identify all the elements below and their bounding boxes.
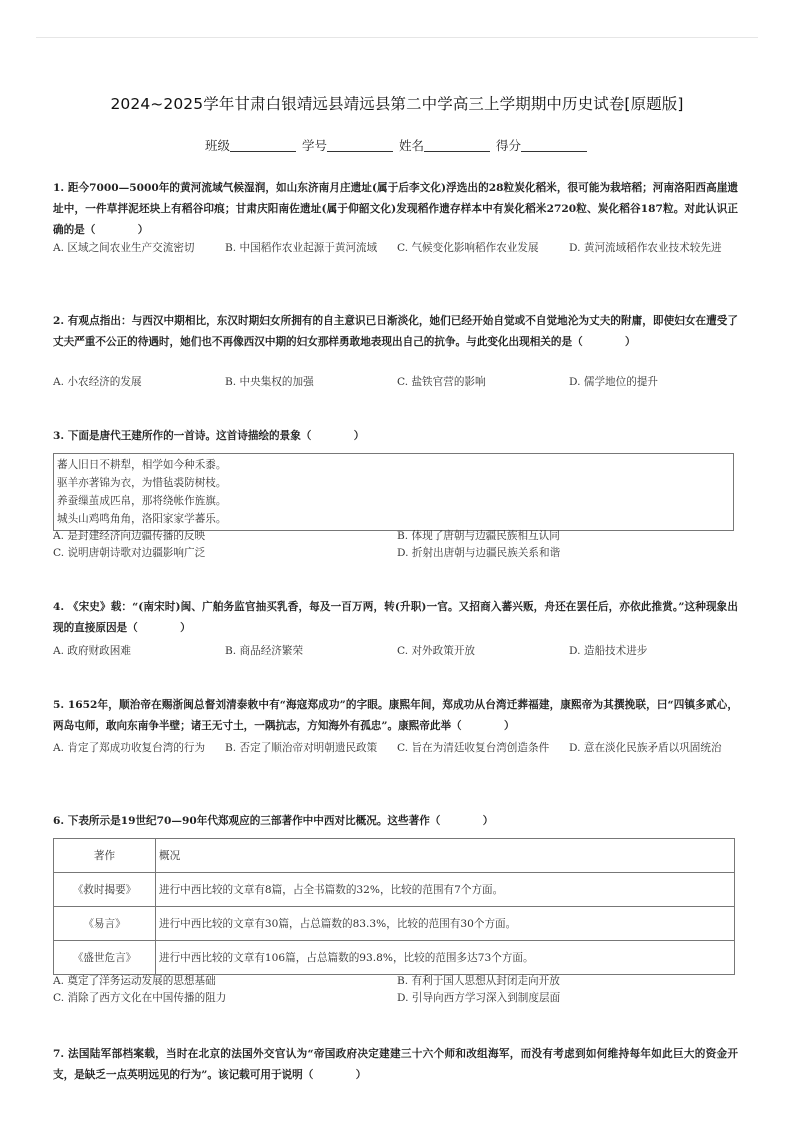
- poem-line: 养蚕缫茧成匹帛，那将绕帐作旌旗。: [57, 495, 227, 507]
- option-b[interactable]: B. 商品经济繁荣: [225, 645, 304, 657]
- question-5-stem: 5. 1652年，顺治帝在赐浙闽总督刘清泰敕中有“海寇郑成功”的字眼。康熙年间，郑成功从台湾迁葬福建，康熙帝为其撰挽联，曰“四镇多贰心，两岛屯师，敢向东南争半壁；诸王无寸土，一隅抗志，方知海外有孤忠”。康熙帝此举（ ）: [53, 699, 738, 732]
- comparison-table: [53, 838, 735, 975]
- question-4-stem: 4. 《宋史》载：“(南宋时)闽、广舶务监官抽买乳香，每及一百万两，转(升职)一官。又招商入蕃兴贩，舟还在罢任后，亦依此推赏。”这种现象出现的直接原因是（ ）: [53, 601, 738, 634]
- option-c[interactable]: C. 旨在为清廷收复台湾创造条件: [397, 742, 550, 754]
- poem-line: 驱羊亦著锦为衣，为惜毡裘防树枝。: [57, 477, 227, 489]
- option-d[interactable]: D. 造船技术进步: [569, 645, 648, 657]
- question-1-stem: 1. 距今7000—5000年的黄河流域气候湿润，如山东济南月庄遗址(属于后李文化)浮选出的28粒炭化稻米，很可能为栽培稻；河南洛阳西高崖遗址中，一件草拌泥坯块上有稻谷印痕；甘肃庆阳南佐遗址(属于仰韶文化)发现稻作遗存样本中有炭化稻米2720粒、炭化稻谷187粒。对此认识正确的是（ ）: [53, 182, 738, 236]
- table-cell-summary: 进行中西比较的文章有30篇，占总篇数的83.3%，比较的范围有30个方面。: [156, 907, 735, 941]
- class-label: 班级: [204, 138, 230, 153]
- option-b[interactable]: B. 有利于国人思想从封闭走向开放: [397, 975, 560, 987]
- question-2-stem: 2. 有观点指出：与西汉中期相比，东汉时期妇女所拥有的自主意识已日渐淡化，她们已经开始自觉或不自觉地沦为丈夫的附庸，即使妇女在遭受了丈夫严重不公正的待遇时，她们也不再像西汉中期的妇女那样勇敢地表现出自己的抗争。与此变化出现相关的是（ ）: [53, 315, 738, 348]
- question-6-options: [53, 973, 738, 1007]
- question-6-stem: 6. 下表所示是19世纪70—90年代郑观应的三部著作中中西对比概况。这些著作（ ）: [53, 815, 494, 827]
- question-7-stem: 7. 法国陆军部档案载，当时在北京的法国外交官认为“帝国政府决定建建三十六个师和改组海军，而没有考虑到如何维持每年如此巨大的资金开支，是缺乏一点英明远见的行为”。该记载可用于说明（ ）: [53, 1048, 738, 1081]
- table-cell-work: 《救时揭要》: [54, 873, 156, 907]
- page-title: 2024~2025学年甘肃白银靖远县靖远县第二中学高三上学期期中历史试卷[原题版]: [110, 95, 684, 113]
- option-a[interactable]: A. 区域之间农业生产交流密切: [53, 242, 195, 254]
- question-1-options: [53, 240, 738, 257]
- question-4-options: [53, 643, 738, 660]
- table-cell-summary: 进行中西比较的文章有8篇，占全书篇数的32%，比较的范围有7个方面。: [156, 873, 735, 907]
- option-c[interactable]: C. 盐铁官营的影响: [397, 376, 486, 388]
- table-row: [54, 873, 735, 907]
- option-d[interactable]: D. 儒学地位的提升: [569, 376, 659, 388]
- table-header-cell: 概况: [156, 839, 735, 873]
- table-cell-work: 《易言》: [54, 907, 156, 941]
- poem-line: 城头山鸡鸣角角，洛阳家家学蕃乐。: [57, 513, 227, 525]
- table-cell-summary: 进行中西比较的文章有106篇，占总篇数的93.8%，比较的范围多达73个方面。: [156, 941, 735, 975]
- student-id-label: 学号: [301, 138, 327, 153]
- class-blank[interactable]: [230, 139, 296, 152]
- option-c[interactable]: C. 消除了西方文化在中国传播的阻力: [53, 992, 227, 1004]
- question-2-options: [53, 374, 738, 391]
- option-a[interactable]: A. 小农经济的发展: [53, 376, 142, 388]
- option-d[interactable]: D. 折射出唐朝与边疆民族关系和谐: [397, 547, 561, 559]
- option-b[interactable]: B. 体现了唐朝与边疆民族相互认同: [397, 530, 560, 542]
- poem-line: 蕃人旧日不耕犁，相学如今种禾黍。: [57, 459, 227, 471]
- option-a[interactable]: A. 肯定了郑成功收复台湾的行为: [53, 742, 206, 754]
- table-row: [54, 907, 735, 941]
- table-row: [54, 941, 735, 975]
- student-id-blank[interactable]: [327, 139, 393, 152]
- option-d[interactable]: D. 黄河流域稻作农业技术较先进: [569, 242, 722, 254]
- option-c[interactable]: C. 对外政策开放: [397, 645, 476, 657]
- option-d[interactable]: D. 意在淡化民族矛盾以巩固统治: [569, 742, 722, 754]
- score-blank[interactable]: [521, 139, 587, 152]
- header-rule: [36, 37, 758, 38]
- question-3-stem: 3. 下面是唐代王建所作的一首诗。这首诗描绘的景象（ ）: [53, 430, 365, 442]
- option-a[interactable]: A. 奠定了洋务运动发展的思想基础: [53, 975, 216, 987]
- question-5-options: [53, 740, 738, 757]
- name-label: 姓名: [398, 138, 424, 153]
- option-a[interactable]: A. 政府财政困难: [53, 645, 131, 657]
- score-label: 得分: [495, 138, 521, 153]
- name-blank[interactable]: [424, 139, 490, 152]
- question-3-options: [53, 528, 738, 562]
- table-header-row: [54, 839, 735, 873]
- option-c[interactable]: C. 气候变化影响稻作农业发展: [397, 242, 539, 254]
- option-c[interactable]: C. 说明唐朝诗歌对边疆影响广泛: [53, 547, 206, 559]
- table-header-cell: 著作: [54, 839, 156, 873]
- student-info-line: [0, 136, 794, 154]
- option-b[interactable]: B. 中央集权的加强: [225, 376, 314, 388]
- option-a[interactable]: A. 是封建经济向边疆传播的反映: [53, 530, 206, 542]
- option-b[interactable]: B. 中国稻作农业起源于黄河流域: [225, 242, 378, 254]
- option-d[interactable]: D. 引导向西方学习深入到制度层面: [397, 992, 561, 1004]
- table-cell-work: 《盛世危言》: [54, 941, 156, 975]
- poem-box: [53, 453, 734, 531]
- option-b[interactable]: B. 否定了顺治帝对明朝遗民政策: [225, 742, 378, 754]
